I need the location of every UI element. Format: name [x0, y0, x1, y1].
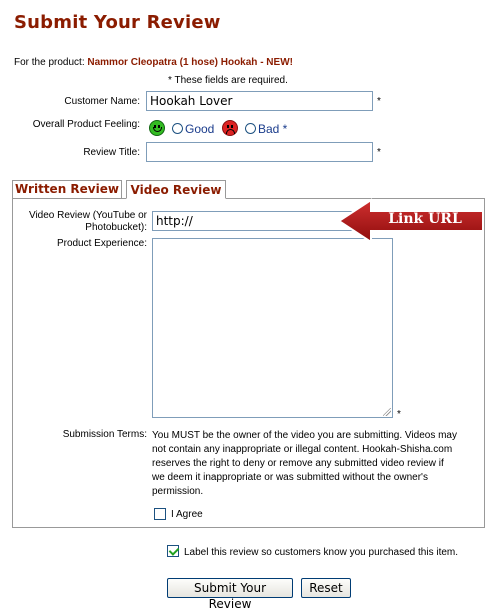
product-name: Nammor Cleopatra (1 hose) Hookah - NEW! — [87, 57, 293, 68]
review-title-label: Review Title: — [83, 147, 140, 158]
required-star: * — [397, 409, 401, 420]
submit-review-button[interactable]: Submit Your Review — [167, 578, 293, 598]
bad-label[interactable]: Bad * — [258, 122, 288, 136]
bad-radio[interactable] — [245, 123, 256, 134]
required-note: * These fields are required. — [168, 75, 288, 86]
product-experience-textarea[interactable] — [152, 238, 393, 418]
purchase-label-checkbox[interactable] — [167, 545, 179, 557]
submission-terms-text: You MUST be the owner of the video you are submitting. Videos may not contain any inappropriate or illegal content. Hookah-Shisha.com reserves the right to deny or remove any submitted video review if we deem it inappropriate or was submitted without the owner's permission. — [152, 430, 457, 497]
product-line — [14, 57, 293, 68]
good-radio[interactable] — [172, 123, 183, 134]
smile-icon — [149, 120, 165, 136]
required-star: * — [377, 96, 381, 107]
tab-video-review[interactable]: Video Review — [126, 180, 226, 199]
customer-name-input[interactable] — [146, 91, 373, 111]
product-prefix: For the product: — [14, 57, 85, 68]
feeling-label: Overall Product Feeling: — [32, 119, 140, 130]
i-agree-label: I Agree — [171, 509, 203, 520]
resize-grip-icon[interactable] — [383, 408, 391, 416]
review-title-input[interactable] — [146, 142, 373, 162]
reset-button[interactable]: Reset — [301, 578, 351, 598]
frown-icon — [222, 120, 238, 136]
good-label[interactable]: Good — [185, 122, 215, 136]
i-agree-checkbox[interactable] — [154, 508, 166, 520]
customer-name-label: Customer Name: — [64, 96, 140, 107]
link-url-annotation: Link URL — [388, 211, 462, 227]
tab-written-review[interactable]: Written Review — [12, 180, 122, 199]
video-url-label: Video Review (YouTube or Photobucket): — [28, 210, 147, 233]
purchase-label-text: Label this review so customers know you purchased this item. — [184, 547, 459, 558]
submission-terms-label: Submission Terms: — [62, 429, 147, 440]
product-experience-label: Product Experience: — [56, 238, 147, 249]
required-star: * — [377, 147, 381, 158]
page-title: Submit Your Review — [14, 12, 221, 33]
